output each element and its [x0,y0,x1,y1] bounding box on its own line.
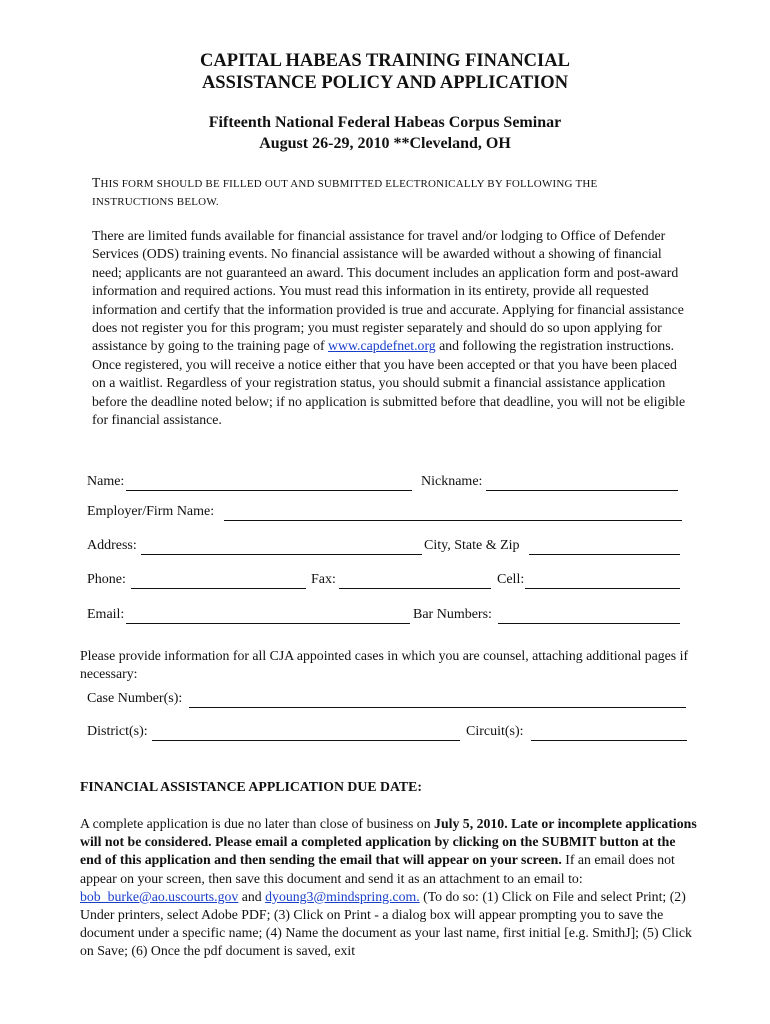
email-field[interactable] [126,623,410,624]
employer-field[interactable] [224,520,682,521]
bar-numbers-field[interactable] [498,623,680,624]
address-field[interactable] [141,554,422,555]
cja-instruction: Please provide information for all CJA appointed cases in which you are counsel, attaching additional pages if necessary: [80,648,689,682]
document-title-line1: CAPITAL HABEAS TRAINING FINANCIAL [200,51,570,71]
due-date-paragraph [80,815,700,961]
circuit-label: Circuit(s): [466,724,524,739]
district-label: District(s): [87,724,148,739]
case-number-field[interactable] [189,707,686,708]
seminar-date-location: August 26-29, 2010 **Cleveland, OH [259,135,511,152]
form-notice [92,174,692,211]
intro-text-part2: and following the registration instructions. Once registered, you will receive a notice either that you have been accepted or that you have been placed on a waitlist. Regardless of your registration status, you should submit a financial assistance application before the deadline noted below; if no application is submitted before that deadline, you will not be eligible for financial assistance. [92,338,686,428]
intro-paragraph [92,227,692,429]
due-text-part3: and [238,888,266,904]
form-notice-initial: T [92,175,101,190]
due-text-part1: A complete application is due no later than close of business on [80,816,435,831]
cell-label: Cell: [497,572,525,587]
due-text-part4: (To do so: (1) Click on File and select Print; (2) Under printers, select Adobe PDF; (3) Click on Print - a dialog box will appear prompting you to save the document under a specific name; (4) Name the document as your last name, first initial [e.g. SmithJ]; (5) Click on Save; (6) Once the pdf document is saved, exit [80,888,692,959]
form-notice-text: HIS FORM SHOULD BE FILLED OUT AND SUBMITTED ELECTRONICALLY BY FOLLOWING THE [100,178,598,190]
due-date-bold-text: July 5, 2010. Late or incomplete applications will not be considered. Please email a completed application by clicking on the SUBMIT button at the end of this application and then sending the email that will appear on your screen. [80,816,697,868]
capdefnet-link[interactable]: www.capdefnet.org [328,338,436,354]
due-date-heading: FINANCIAL ASSISTANCE APPLICATION DUE DATE: [80,779,422,794]
form-notice-text-line2: INSTRUCTIONS BELOW. [92,196,219,208]
case-number-label: Case Number(s): [87,691,183,706]
nickname-label: Nickname: [421,474,483,489]
name-field[interactable] [126,490,412,491]
due-text-part2: If an email does not appear on your screen, then save this document and send it as an attachment to an email to: [80,852,675,886]
district-field[interactable] [152,740,460,741]
address-label: Address: [87,538,137,553]
fax-label: Fax: [311,572,336,587]
cell-field[interactable] [525,588,680,589]
bar-numbers-label: Bar Numbers: [413,607,492,622]
fax-field[interactable] [339,588,491,589]
email-label: Email: [87,607,125,622]
intro-text-part1: There are limited funds available for financial assistance for travel and/or lodging to Office of Defender Services (ODS) training events. No financial assistance will be awarded without a showing of financial need; applicants are not guaranteed an award. This document includes an application form and post-award information and required actions. You must read this information in its entirety, provide all requested information and certify that the information provided is true and accurate. Applying for financial assistance does not register you for this program; you must register separately and should do so upon applying for assistance by going to the training page of [92,228,684,354]
circuit-field[interactable] [531,740,687,741]
seminar-title: Fifteenth National Federal Habeas Corpus Seminar [208,114,562,131]
city-state-zip-field[interactable] [529,554,680,555]
phone-label: Phone: [87,572,126,587]
city-state-zip-label: City, State & Zip [424,538,520,553]
phone-field[interactable] [131,588,306,589]
name-label: Name: [87,474,125,489]
employer-label: Employer/Firm Name: [87,504,215,519]
document-title-line2: ASSISTANCE POLICY AND APPLICATION [201,73,569,93]
email-link-dyoung[interactable]: dyoung3@mindspring.com. [265,888,420,904]
nickname-field[interactable] [486,490,678,491]
email-link-bob-burke[interactable]: bob_burke@ao.uscourts.gov [80,888,239,904]
